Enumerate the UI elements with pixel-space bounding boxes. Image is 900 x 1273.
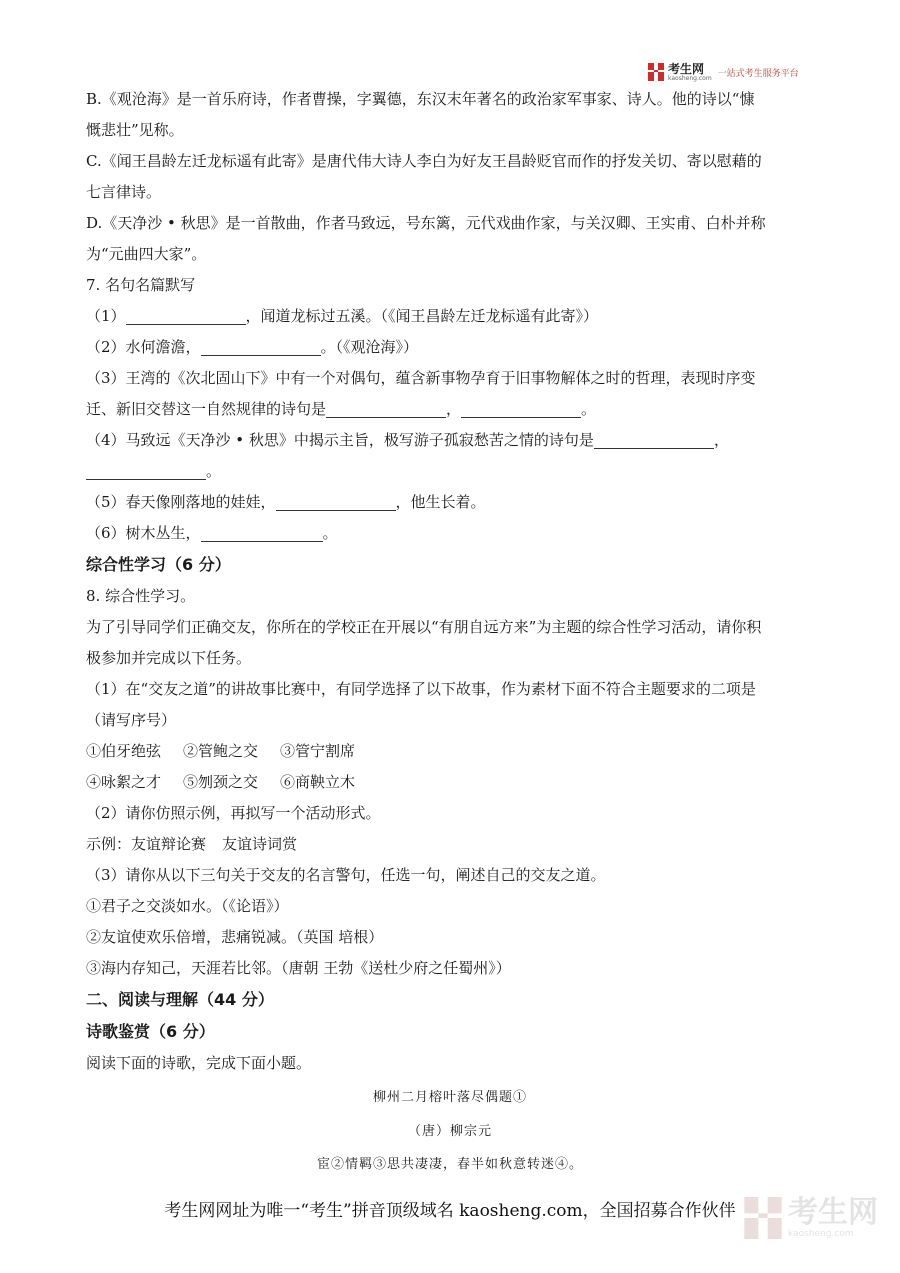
q7-4-prefix: （4）马致远《天净沙 • 秋思》中揭示主旨，极写游子孤寂愁苦之情的诗句是 xyxy=(86,431,594,449)
q7-6-prefix: （6）树木丛生， xyxy=(86,524,201,542)
q7-5-prefix: （5）春天像刚落地的娃娃， xyxy=(86,493,276,511)
logo-name: 考生网 xyxy=(668,61,705,76)
reading-instruction: 阅读下面的诗歌，完成下面小题。 xyxy=(86,1054,312,1072)
example-2: 友谊诗词赏 xyxy=(222,835,298,853)
q7-3-prefix: 迁、新旧交替这一自然规律的诗句是 xyxy=(86,400,327,418)
quote-3: ③海内存知己，天涯若比邻。（唐朝 王勃《送杜少府之任蜀州》） xyxy=(86,959,511,977)
question-7-3-line-2 xyxy=(86,394,826,425)
quote-1: ①君子之交淡如水。（《论语》） xyxy=(86,897,289,915)
footer-text: 考生网网址为唯一“考生”拼音顶级域名 kaosheng.com，全国招募合作伙伴 xyxy=(164,1201,736,1221)
q7-4-comma: ， xyxy=(713,431,729,449)
story-options-row-1 xyxy=(86,736,826,767)
story-option: ⑤刎颈之交 xyxy=(183,773,259,791)
poem-line-1: 宦②情羁③思共凄凄，春半如秋意转迷④。 xyxy=(316,1157,583,1172)
quote-2: ②友谊使欢乐倍增，悲痛锐减。（英国 培根） xyxy=(86,928,384,946)
q7-1-prefix: （1） xyxy=(86,307,126,325)
example-1: 示例：友谊辩论赛 xyxy=(86,835,207,853)
option-d-line-2: 为“元曲四大家”。 xyxy=(86,245,207,263)
answer-blank[interactable] xyxy=(201,523,323,542)
question-8-title: 8. 综合性学习。 xyxy=(86,587,196,605)
watermark-name: 考生网 xyxy=(788,1194,878,1230)
watermark-domain: kaosheng.com xyxy=(788,1228,854,1239)
option-b-line-2: 慨悲壮”见称。 xyxy=(86,121,184,139)
question-7-2 xyxy=(86,332,826,363)
q7-3-comma: ， xyxy=(446,400,462,418)
option-b-line-1: B.《观沧海》是一首乐府诗，作者曹操，字翼德，东汉末年著名的政治家军事家、诗人。他的诗以“慷 xyxy=(86,90,755,108)
question-7-4-line-2 xyxy=(86,456,826,487)
q7-2-suffix: 。（《观沧海》） xyxy=(320,338,419,356)
question-8-2: （2）请你仿照示例，再拟写一个活动形式。 xyxy=(86,804,381,822)
question-7-title: 7. 名句名篇默写 xyxy=(86,276,196,294)
question-8-1-line-2: （请写序号） xyxy=(86,711,177,729)
q7-4-period: 。 xyxy=(206,462,222,480)
kaosheng-logo-icon xyxy=(648,63,664,81)
answer-blank[interactable] xyxy=(594,430,714,449)
option-c-line-2: 七言律诗。 xyxy=(86,183,162,201)
option-d-line-1: D.《天净沙 • 秋思》是一首散曲，作者马致远，号东篱，元代戏曲作家，与关汉卿、王实甫、白朴并称 xyxy=(86,214,766,232)
header-logo xyxy=(648,60,818,84)
q7-3-period: 。 xyxy=(581,400,597,418)
story-option: ③管宁割席 xyxy=(280,742,356,760)
option-c-line-1: C.《闻王昌龄左迁龙标遥有此寄》是唐代伟大诗人李白为好友王昌龄贬官而作的抒发关切、寄以慰藉的 xyxy=(86,152,762,170)
kaosheng-watermark-icon xyxy=(744,1197,782,1239)
logo-slogan: 一站式考生服务平台 xyxy=(717,68,799,79)
question-8-intro-1: 为了引导同学们正确交友，你所在的学校正在开展以“有朋自远方来”为主题的综合性学习活动，请你积 xyxy=(86,618,762,636)
question-8-intro-2: 极参加并完成以下任务。 xyxy=(86,649,252,667)
story-option: ④咏絮之才 xyxy=(86,773,162,791)
answer-blank[interactable] xyxy=(126,306,246,325)
story-options-row-2 xyxy=(86,767,826,798)
story-option: ②管鲍之交 xyxy=(183,742,259,760)
answer-blank[interactable] xyxy=(86,461,206,480)
question-7-4-line-1 xyxy=(86,425,826,456)
q7-5-suffix: ，他生长着。 xyxy=(395,493,486,511)
question-8-3: （3）请你从以下三句关于交友的名言警句，任选一句，阐述自己的交友之道。 xyxy=(86,866,606,884)
q7-2-prefix: （2）水何澹澹， xyxy=(86,338,201,356)
question-7-1 xyxy=(86,301,826,332)
question-8-1-line-1: （1）在“交友之道”的讲故事比赛中，有同学选择了以下故事，作为素材下面不符合主题要求的二项是 xyxy=(86,680,756,698)
section-heading-poem: 诗歌鉴赏（6 分） xyxy=(86,1022,215,1041)
section-heading-zonghe: 综合性学习（6 分） xyxy=(86,555,231,574)
q7-6-suffix: 。 xyxy=(322,524,338,542)
poem-author: （唐）柳宗元 xyxy=(407,1124,492,1139)
story-option: ①伯牙绝弦 xyxy=(86,742,162,760)
document-body xyxy=(86,84,826,1079)
answer-blank[interactable] xyxy=(201,337,321,356)
watermark xyxy=(744,1194,878,1239)
section-heading-reading: 二、阅读与理解（44 分） xyxy=(86,990,274,1009)
question-7-5 xyxy=(86,487,826,518)
logo-domain: kaosheng.com xyxy=(668,74,712,82)
q7-1-suffix: ，闻道龙标过五溪。（《闻王昌龄左迁龙标遥有此寄》） xyxy=(245,307,599,325)
answer-blank[interactable] xyxy=(276,492,396,511)
question-8-2-example xyxy=(86,829,826,860)
question-7-3-line-1: （3）王湾的《次北固山下》中有一个对偶句，蕴含新事物孕育于旧事物解体之时的哲理，表现时序变 xyxy=(86,369,756,387)
question-7-6 xyxy=(86,518,826,549)
answer-blank[interactable] xyxy=(326,399,446,418)
story-option: ⑥商鞅立木 xyxy=(280,773,356,791)
poem-title: 柳州二月榕叶落尽偶题① xyxy=(372,1090,527,1105)
answer-blank[interactable] xyxy=(461,399,581,418)
